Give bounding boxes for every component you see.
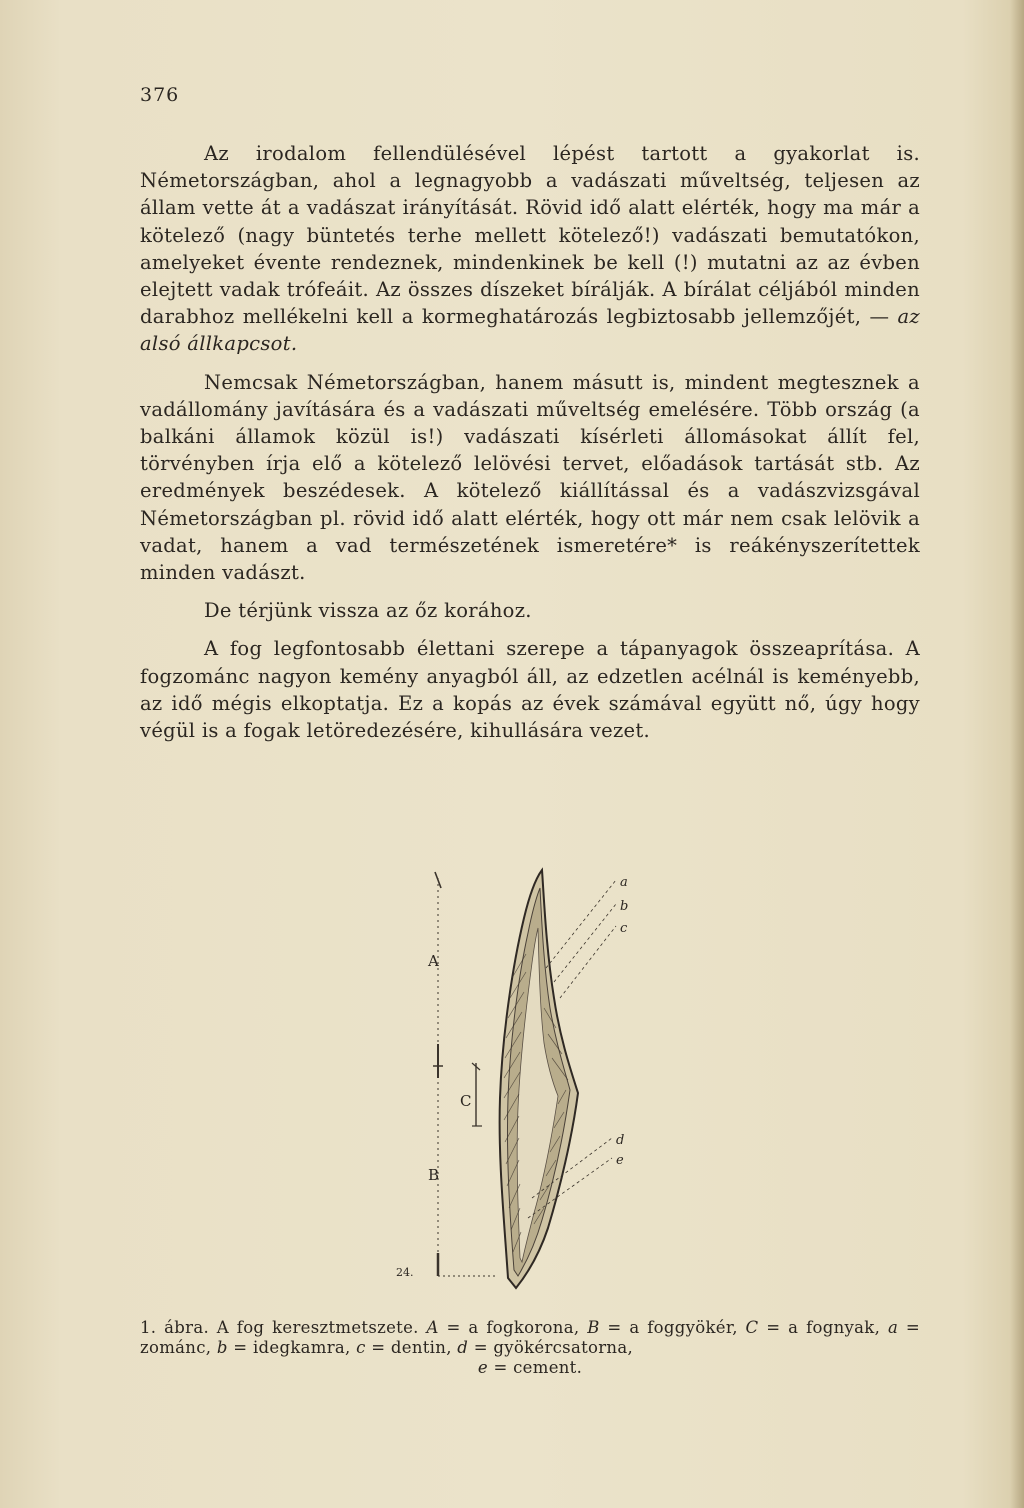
label-dentin: c bbox=[620, 921, 628, 936]
caption-line bbox=[140, 1358, 920, 1378]
caption-run: = gyökércsatorna, bbox=[468, 1338, 634, 1357]
label-crown: A bbox=[428, 952, 439, 970]
paragraph bbox=[140, 635, 920, 744]
body-text bbox=[140, 140, 920, 755]
figure-caption bbox=[140, 1318, 920, 1378]
label-neck: C bbox=[460, 1092, 472, 1110]
caption-run: = cement. bbox=[487, 1358, 583, 1377]
page-edge-shadow bbox=[1010, 0, 1024, 1508]
caption-run-italic: A bbox=[426, 1318, 439, 1337]
caption-run-italic: B bbox=[587, 1318, 600, 1337]
paragraph bbox=[140, 140, 920, 358]
caption-run: = zománc, bbox=[140, 1318, 920, 1357]
caption-run-italic: b bbox=[216, 1338, 228, 1357]
text-run-italic: az alsó állkapcsot. bbox=[140, 305, 920, 356]
caption-run-italic: d bbox=[457, 1338, 469, 1357]
caption-run-italic: c bbox=[356, 1338, 366, 1357]
caption-run: = idegkamra, bbox=[227, 1338, 357, 1357]
text-run: De térjünk vissza az őz korához. bbox=[204, 599, 532, 623]
caption-run-italic: a bbox=[887, 1318, 899, 1337]
label-enamel: a bbox=[620, 875, 628, 890]
paragraph bbox=[140, 597, 920, 624]
caption-run-italic: C bbox=[745, 1318, 759, 1337]
caption-line bbox=[140, 1318, 920, 1358]
text-run: A fog legfontosabb élettani szerepe a tápanyagok összeaprítása. A fogzománc nagyon kemény anyagból áll, az edzetlen acélnál is keményebb, az idő mégis elkoptatja. Ez a kopás az évek számával együtt nő, úgy hogy végül is a fogak letöredezésére, kihullására vezet. bbox=[140, 637, 920, 743]
tooth-diagram bbox=[396, 858, 660, 1298]
label-cement: e bbox=[616, 1153, 624, 1168]
caption-run: = dentin, bbox=[365, 1338, 458, 1357]
label-pulp-chamber: b bbox=[620, 899, 629, 914]
text-run: Nemcsak Németországban, hanem másutt is, mindent megtesznek a vadállomány javítására és a vadászati műveltség emelésére. Több ország (a balkáni államok közül is!) vadászati kísérleti állomásokat állít fel, törvényben írja elő a kötelező lelövési tervet, előadások tartását stb. Az eredmények beszédesek. A kötelező kiállítással és a vadászvizsgával Németországban pl. rövid idő alatt elérték, hogy ott már nem csak lelövik a vadat, hanem a vad természetének ismeretére* is reákényszerítettek minden vadászt. bbox=[140, 370, 920, 585]
label-root: B bbox=[428, 1166, 440, 1184]
label-root-canal: d bbox=[616, 1133, 625, 1148]
caption-run: = a foggyökér, bbox=[599, 1318, 746, 1337]
tooth-cross-section-figure bbox=[396, 858, 660, 1298]
caption-run-italic: e bbox=[477, 1358, 488, 1377]
paragraph bbox=[140, 369, 920, 587]
caption-run: 1. ábra. A fog keresztmetszete. bbox=[140, 1318, 427, 1337]
figure-number: 24. bbox=[396, 1266, 414, 1279]
caption-run: = a fognyak, bbox=[758, 1318, 888, 1337]
text-run: Az irodalom fellendülésével lépést tartott a gyakorlat is. Németországban, ahol a legnagyobb a vadászati műveltség, teljesen az állam vette át a vadászat irányítását. Rövid idő alatt elérték, hogy ma már a kötelező (nagy büntetés terhe mellett kötelező!) vadászati bemutatókon, amelyeket évente rendeznek, mindenkinek be kell (!) mutatni az az évben elejtett vadak trófeáit. Az összes díszeket bírálják. A bírálat céljából minden darabhoz mellékelni kell a kormeghatározás legbiztosabb jellemzőjét, — bbox=[140, 142, 920, 329]
page-number: 376 bbox=[140, 84, 180, 106]
caption-run: = a fogkorona, bbox=[438, 1318, 588, 1337]
